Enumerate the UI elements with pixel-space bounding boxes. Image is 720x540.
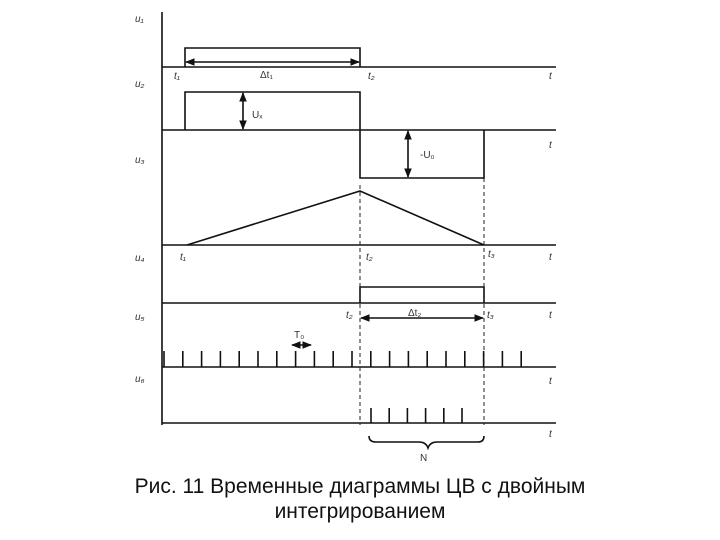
n-brace — [369, 436, 484, 448]
u3-ramp — [187, 191, 484, 245]
label-u3: u₃ — [135, 155, 145, 166]
label-t2-top: t₂ — [368, 71, 375, 82]
label-t2-bottom: t₂ — [346, 310, 353, 321]
label-t-axis-6: t — [549, 429, 552, 440]
label-t2-mid: t₂ — [366, 252, 373, 263]
label-u6: u₆ — [135, 374, 145, 385]
u5-clock-pulses — [164, 351, 521, 367]
label-t3-bottom: t₃ — [487, 310, 494, 321]
label-t0: T₀ — [294, 330, 305, 341]
u6-counted-pulses — [371, 408, 462, 423]
label-u5: u₅ — [135, 312, 145, 323]
u1-pulse — [185, 48, 360, 67]
label-t3-mid: t₃ — [488, 249, 495, 260]
label-dt2: Δt₂ — [408, 308, 422, 319]
caption-line-1: Рис. 11 Временные диаграммы ЦВ с двойным — [134, 475, 586, 498]
label-dt1: Δt₁ — [260, 70, 273, 81]
label-t1-mid: t₁ — [180, 252, 186, 263]
caption-line-2: интегрированием — [274, 500, 446, 523]
label-u4: u₄ — [135, 253, 145, 264]
label-t-axis-3: t — [549, 252, 552, 263]
label-u1: u₁ — [135, 14, 144, 25]
u2-signal — [185, 92, 484, 178]
label-t-axis-1: t — [549, 71, 552, 82]
label-u2: u₂ — [135, 79, 145, 90]
label-t-axis-4: t — [549, 310, 552, 321]
label-n: N — [420, 453, 428, 464]
label-u0: -U₀ — [420, 150, 435, 161]
label-ux: Uₓ — [252, 110, 263, 121]
label-t1-top: t₁ — [174, 71, 180, 82]
figure-caption — [0, 474, 720, 524]
u4-pulse — [360, 287, 484, 303]
label-t-axis-2: t — [549, 140, 552, 151]
label-t-axis-5: t — [549, 376, 552, 387]
